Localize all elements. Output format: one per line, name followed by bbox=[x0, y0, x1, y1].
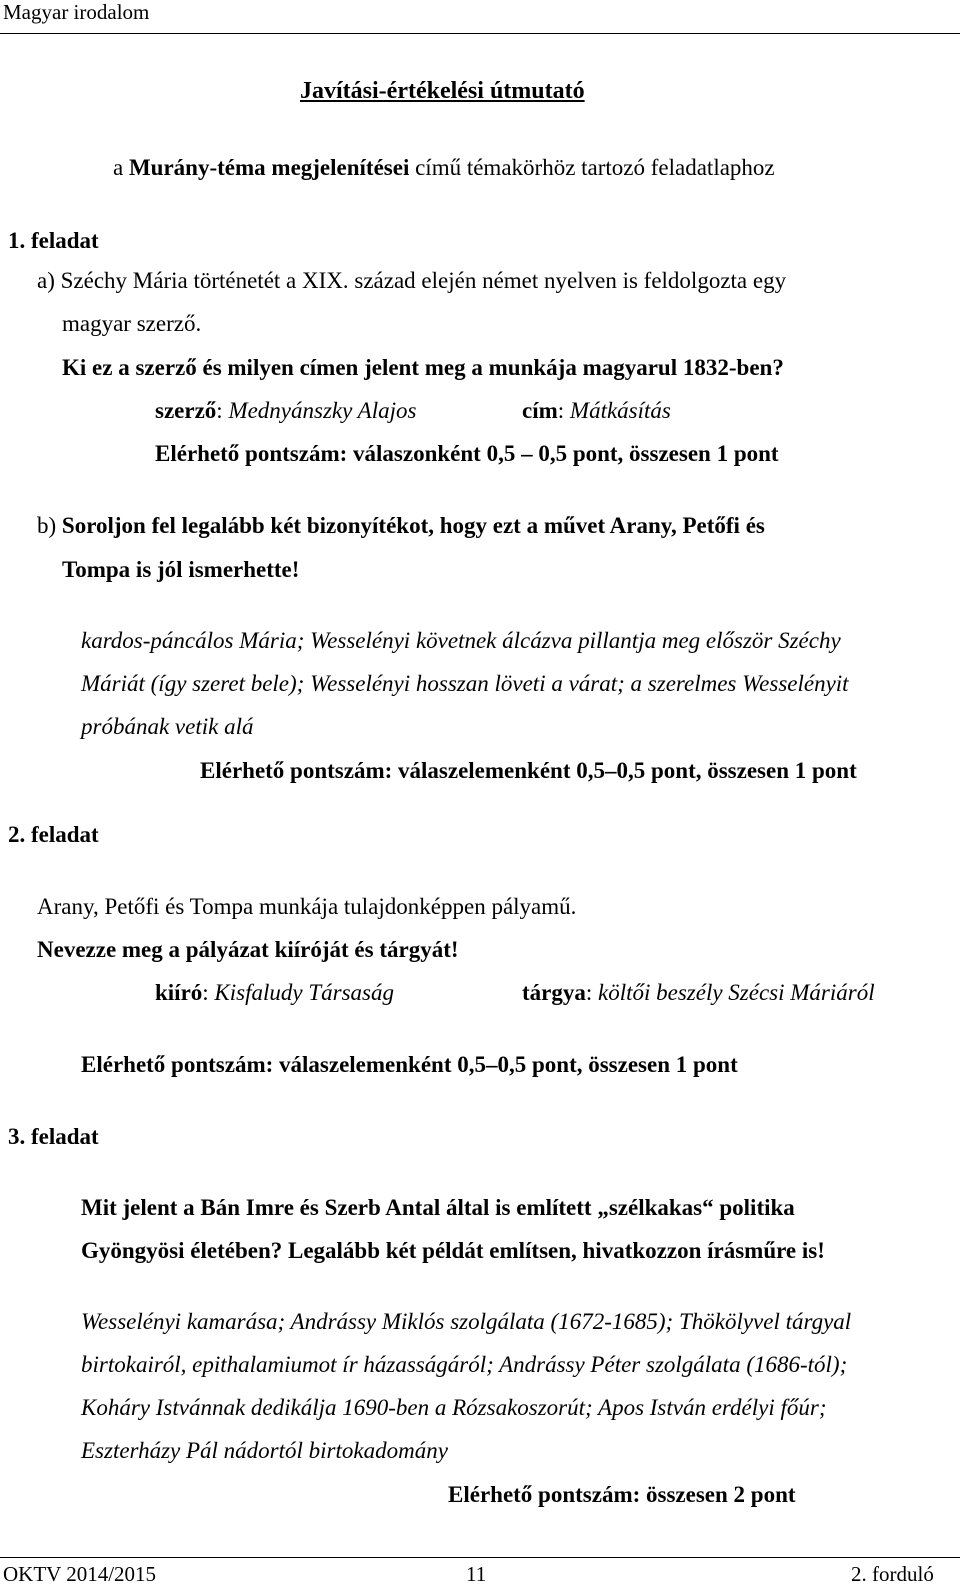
task1-b-answer-line2: Máriát (így szeret bele); Wesselényi hosszan löveti a várat; a szerelmes Wesselényit bbox=[81, 671, 849, 696]
task1-b-line1 bbox=[37, 513, 765, 539]
task3-points: Elérhető pontszám: összesen 2 pont bbox=[448, 1482, 796, 1507]
task2-points: Elérhető pontszám: válaszelemenként 0,5–0,5 pont, összesen 1 pont bbox=[81, 1052, 738, 1077]
task1-points-b: Elérhető pontszám: válaszelemenként 0,5–0,5 pont, összesen 1 pont bbox=[200, 758, 857, 783]
task3-question-line2: Gyöngyösi életében? Legalább két példát említsen, hivatkozzon írásműre is! bbox=[81, 1238, 825, 1263]
task1-a-line2: magyar szerző. bbox=[62, 311, 202, 336]
document-title: Javítási-értékelési útmutató bbox=[300, 78, 585, 104]
issuer-label: kiíró bbox=[155, 980, 203, 1005]
subtitle-pre: a bbox=[113, 155, 129, 180]
footer-divider bbox=[0, 1557, 960, 1558]
b-question: Soroljon fel legalább két bizonyítékot, hogy ezt a művet Arany, Petőfi és bbox=[61, 513, 765, 538]
subject-label: tárgya bbox=[522, 980, 586, 1005]
task1-answer-title: cím: Mátkásítás bbox=[522, 398, 671, 423]
task1-b-line2: Tompa is jól ismerhette! bbox=[62, 557, 300, 582]
issuer-value: Kisfaludy Társaság bbox=[214, 980, 394, 1005]
task1-answer-author: szerző: Mednyánszky Alajos bbox=[155, 398, 417, 423]
document-subtitle bbox=[113, 155, 775, 181]
task1-b-answer-line3: próbának vetik alá bbox=[81, 714, 254, 739]
task3-answer-line1: Wesselényi kamarása; Andrássy Miklós szolgálata (1672-1685); Thökölyvel tárgyal bbox=[81, 1309, 852, 1334]
task1-b-answer-line1: kardos-páncálos Mária; Wesselényi követnek álcázva pillantja meg először Széchy bbox=[81, 628, 841, 653]
task1-question: Ki ez a szerző és milyen címen jelent meg a munkája magyarul 1832-ben? bbox=[62, 355, 784, 380]
header-divider bbox=[0, 33, 960, 34]
task2-heading: 2. feladat bbox=[8, 822, 99, 847]
footer-left: OKTV 2014/2015 bbox=[3, 1562, 157, 1586]
b-prefix: b) bbox=[37, 513, 62, 538]
task3-answer-line4: Eszterházy Pál nádortól birtokadomány bbox=[81, 1438, 448, 1463]
task3-answer-line3: Koháry Istvánnak dedikálja 1690-ben a Rózsakoszorút; Apos István erdélyi főúr; bbox=[81, 1395, 827, 1420]
task1-a-line1: a) Széchy Mária történetét a XIX. század elején német nyelven is feldolgozta egy bbox=[37, 268, 787, 293]
author-value: Mednyánszky Alajos bbox=[228, 398, 417, 423]
title-value: Mátkásítás bbox=[569, 398, 671, 423]
subject-value: költői beszély Szécsi Máriáról bbox=[598, 980, 875, 1005]
task2-answer-subject: tárgya: költői beszély Szécsi Máriáról bbox=[522, 980, 875, 1005]
author-label: szerző bbox=[155, 398, 217, 423]
task1-points-a: Elérhető pontszám: válaszonként 0,5 – 0,5 pont, összesen 1 pont bbox=[155, 441, 779, 466]
task2-question: Nevezze meg a pályázat kiíróját és tárgyát! bbox=[37, 937, 459, 962]
task3-answer-line2: birtokairól, epithalamiumot ír házasságáról; Andrássy Péter szolgálata (1686-tól); bbox=[81, 1352, 848, 1377]
task2-answer-issuer: kiíró: Kisfaludy Társaság bbox=[155, 980, 394, 1005]
task1-heading: 1. feladat bbox=[8, 228, 99, 253]
task2-intro: Arany, Petőfi és Tompa munkája tulajdonképpen pályamű. bbox=[37, 894, 577, 919]
task3-question-line1: Mit jelent a Bán Imre és Szerb Antal által is említett „szélkakas“ politika bbox=[81, 1195, 795, 1220]
subtitle-post: című témakörhöz tartozó feladatlaphoz bbox=[409, 155, 775, 180]
subtitle-topic: Murány-téma megjelenítései bbox=[128, 155, 410, 180]
footer-right: 2. forduló bbox=[851, 1562, 934, 1586]
title-label: cím bbox=[522, 398, 558, 423]
page-header-subject: Magyar irodalom bbox=[3, 0, 150, 24]
footer-page-number: 11 bbox=[466, 1562, 487, 1586]
task3-heading: 3. feladat bbox=[8, 1124, 99, 1149]
